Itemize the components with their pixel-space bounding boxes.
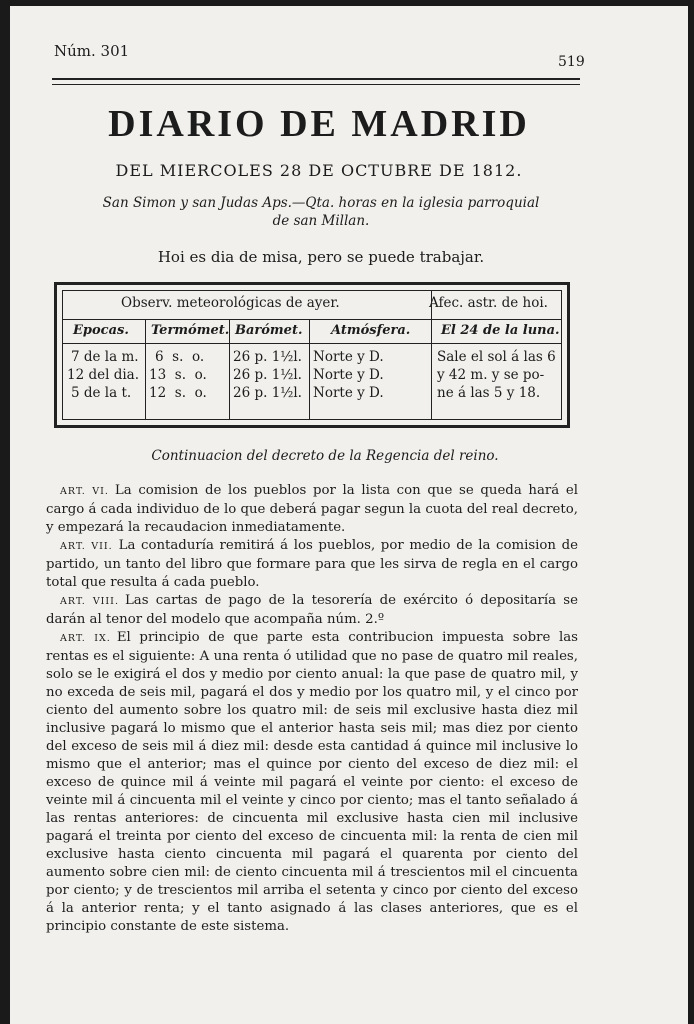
issue-number: Núm. 301 <box>54 42 130 60</box>
table-divider <box>145 319 146 419</box>
mass-notice: Hoi es dia de misa, pero se puede trabajar. <box>157 248 485 266</box>
table-divider <box>309 319 310 419</box>
article-label: ART. VII. <box>60 541 113 552</box>
row-epoca: 5 de la t. <box>71 385 132 401</box>
astro-line: ne á las 5 y 18. <box>437 385 541 401</box>
issue-date: DEL MIERCOLES 28 DE OCTUBRE DE 1812. <box>115 161 523 180</box>
article-caption: Continuacion del decreto de la Regencia del reino. <box>151 448 499 464</box>
masthead-title: DIARIO DE MADRID <box>108 103 530 145</box>
article-paragraph <box>46 629 578 936</box>
saints-line-2: de san Millan. <box>272 213 370 229</box>
row-barometro: 26 p. 1½l. <box>233 349 302 365</box>
article-label: ART. IX. <box>60 633 111 644</box>
header-rule <box>52 78 580 80</box>
row-barometro: 26 p. 1½l. <box>233 367 302 383</box>
row-termometro: 6 s. o. <box>155 349 205 365</box>
row-atmosfera: Norte y D. <box>313 349 384 365</box>
row-barometro: 26 p. 1½l. <box>233 385 302 401</box>
newspaper-page <box>10 6 688 1024</box>
article-text: La comision de los pueblos por la lista con que se queda hará el cargo á cada individuo de lo que deberá pagar segun la cuota del real decreto, y empezará la recaudacion inmediatamente. <box>46 483 578 535</box>
table-divider <box>229 319 230 419</box>
row-epoca: 7 de la m. <box>71 349 139 365</box>
article-paragraph <box>46 537 578 592</box>
row-termometro: 13 s. o. <box>149 367 207 383</box>
col-termometro: Termómet. <box>151 323 230 338</box>
astro-line: y 42 m. y se po- <box>437 367 545 383</box>
page-number: 519 <box>558 54 585 70</box>
weather-table <box>54 282 570 428</box>
table-heading-right: Afec. astr. de hoi. <box>429 295 548 311</box>
table-divider <box>431 291 432 419</box>
header-rule-thin <box>52 84 580 85</box>
row-epoca: 12 del dia. <box>67 367 140 383</box>
saints-line-1: San Simon y san Judas Aps.—Qta. horas en la iglesia parroquial <box>102 195 540 211</box>
article-label: ART. VI. <box>60 486 109 497</box>
table-rule <box>63 319 561 320</box>
col-barometro: Barómet. <box>235 323 303 338</box>
row-atmosfera: Norte y D. <box>313 385 384 401</box>
article-paragraph <box>46 592 578 629</box>
col-luna: El 24 de la luna. <box>441 323 560 338</box>
astro-line: Sale el sol á las 6 <box>437 349 556 365</box>
col-epocas: Epocas. <box>73 323 129 338</box>
col-atmosfera: Atmósfera. <box>331 323 411 338</box>
article-body <box>46 482 578 936</box>
table-rule <box>63 343 561 344</box>
row-atmosfera: Norte y D. <box>313 367 384 383</box>
saints-notice <box>66 194 576 230</box>
article-paragraph <box>46 482 578 537</box>
article-text: El principio de que parte esta contribucion impuesta sobre las rentas es el siguiente: A una renta ó utilidad que no pase de quatro mil reales, solo se le exigirá el dos y medio por ciento anual: la que pase de quatro mil, y no exceda de seis mil, pagará el dos y medio por los quatro mil, y el cinco por ciento del aumento sobre los quatro mil: de seis mil exclusive hasta diez mil inclusive pagará lo mismo que el anterior hasta seis mil; mas diez por ciento del exceso de seis mil á diez mil: desde esta cantidad á quince mil inclusive lo mismo que el anterior; mas el quince por ciento del exceso de diez mil: el exceso de quince mil á veinte mil pagará el veinte por ciento: el exceso de veinte mil á cincuenta mil el veinte y cinco por ciento; mas el tanto señalado á las rentas anteriores: de cincuenta mil exclusive hasta cien mil inclusive pagará el treinta por ciento del exceso de cincuenta mil: la renta de cien mil exclusive hasta ciento cincuenta mil pagará el quarenta por ciento del aumento sobre cien mil: de ciento cincuenta mil á trescientos mil el cincuenta por ciento; y de trescientos mil arriba el setenta y cinco por ciento del exceso á la anterior renta; y el tanto asignado á las clases anteriores, que es el principio constante de este sistema. <box>46 630 578 934</box>
article-text: La contaduría remitirá á los pueblos, por medio de la comision de partido, un tanto del libro que formare para que les sirva de regla en el cargo total que resulta á cada pueblo. <box>46 538 578 590</box>
article-label: ART. VIII. <box>60 596 119 607</box>
table-heading-left: Observ. meteorológicas de ayer. <box>121 295 340 311</box>
article-text: Las cartas de pago de la tesorería de exército ó depositaría se darán al tenor del modelo que acompaña núm. 2.º <box>46 593 579 627</box>
row-termometro: 12 s. o. <box>149 385 207 401</box>
weather-table-inner <box>62 290 562 420</box>
